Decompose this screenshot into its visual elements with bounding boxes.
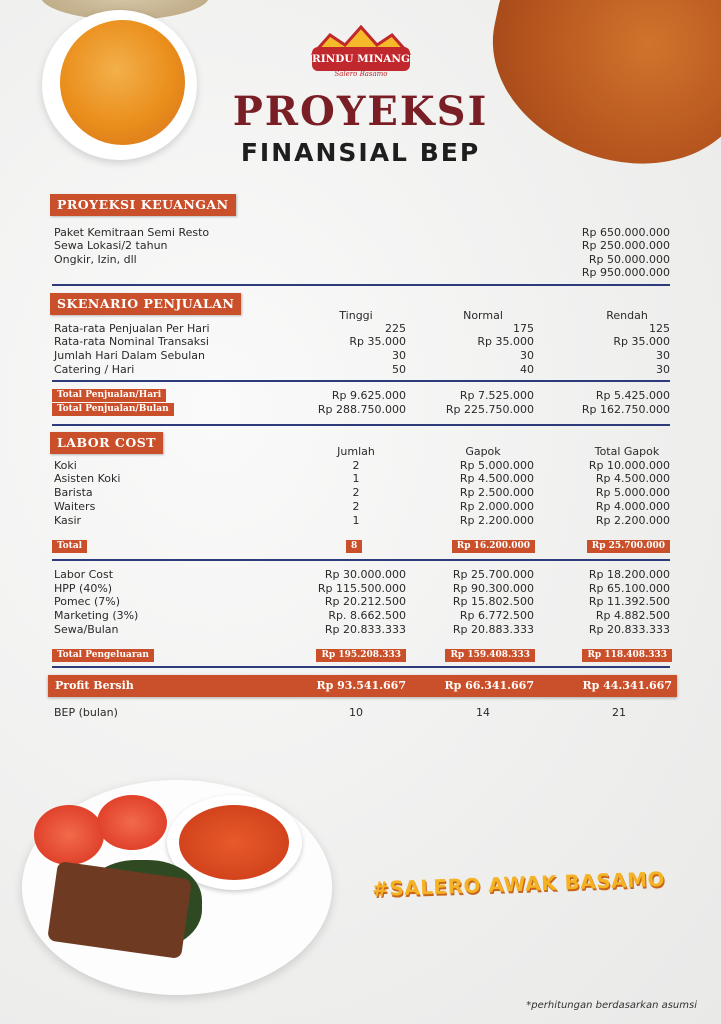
row-value: Rp 4.500.000 xyxy=(459,472,534,485)
row-label: Marketing (3%) xyxy=(54,609,139,622)
total-value-box: 8 xyxy=(346,540,362,553)
row-value: Rp 7.525.000 xyxy=(459,389,534,402)
row-value: 125 xyxy=(649,322,670,335)
divider xyxy=(52,666,670,668)
row-value: Rp 9.625.000 xyxy=(331,389,406,402)
bep-value: 14 xyxy=(476,706,490,719)
row-value: Rp 15.802.500 xyxy=(452,595,534,608)
divider xyxy=(52,424,670,426)
row-value: Rp 25.700.000 xyxy=(452,568,534,581)
row-label: Catering / Hari xyxy=(54,363,135,376)
section-header-labor-cost: LABOR COST xyxy=(50,432,163,454)
rendang-plate-image xyxy=(22,780,332,995)
row-value: Rp 35.000 xyxy=(477,335,534,348)
row-value: 175 xyxy=(513,322,534,335)
row-value: Rp 4.500.000 xyxy=(595,472,670,485)
row-value: 30 xyxy=(520,349,534,362)
row-value: Rp 35.000 xyxy=(613,335,670,348)
row-value: Rp 6.772.500 xyxy=(459,609,534,622)
row-value: Rp. 8.662.500 xyxy=(328,609,406,622)
total-value-box: Rp 118.408.333 xyxy=(582,649,672,662)
row-value: 2 xyxy=(352,486,360,499)
total-label-box: Total Pengeluaran xyxy=(52,649,154,662)
section-header-proyeksi-keuangan: PROYEKSI KEUANGAN xyxy=(50,194,236,216)
row-label: HPP (40%) xyxy=(54,582,113,595)
row-value: Rp 2.000.000 xyxy=(459,500,534,513)
bep-value: 10 xyxy=(349,706,363,719)
row-value: Rp 65.100.000 xyxy=(588,582,670,595)
row-label: Sewa Lokasi/2 tahun xyxy=(54,239,168,252)
row-label: Jumlah Hari Dalam Sebulan xyxy=(54,349,205,362)
row-value: 2 xyxy=(352,500,360,513)
row-value: Rp 162.750.000 xyxy=(581,403,670,416)
row-label: Waiters xyxy=(54,500,96,513)
row-value: 1 xyxy=(352,514,360,527)
row-value: 225 xyxy=(385,322,406,335)
profit-value: Rp 93.541.667 xyxy=(316,679,406,692)
row-value: Rp 18.200.000 xyxy=(588,568,670,581)
row-label: BEP (bulan) xyxy=(54,706,118,719)
row-value: Rp 5.425.000 xyxy=(595,389,670,402)
row-value: Rp 20.212.500 xyxy=(324,595,406,608)
logo-text: RINDU MINANG xyxy=(312,47,410,71)
row-label: Kasir xyxy=(54,514,82,527)
row-label: Sewa/Bulan xyxy=(54,623,119,636)
row-value: Rp 50.000.000 xyxy=(588,253,670,266)
row-label: Rata-rata Nominal Transaksi xyxy=(54,335,209,348)
row-value: 30 xyxy=(656,349,670,362)
column-header: Normal xyxy=(463,309,503,322)
row-value: Rp 115.500.000 xyxy=(317,582,406,595)
column-header: Gapok xyxy=(465,445,501,458)
profit-label: Profit Bersih xyxy=(55,679,134,692)
row-value: Rp 30.000.000 xyxy=(324,568,406,581)
row-value: Rp 5.000.000 xyxy=(459,459,534,472)
column-header: Rendah xyxy=(606,309,648,322)
total-label-box: Total Penjualan/Hari xyxy=(52,389,166,402)
row-value: Rp 5.000.000 xyxy=(595,486,670,499)
row-value: Rp 650.000.000 xyxy=(581,226,670,239)
row-value: Rp 20.883.333 xyxy=(452,623,534,636)
footnote: *perhitungan berdasarkan asumsi xyxy=(526,1000,697,1011)
page-title: PROYEKSI xyxy=(232,88,489,135)
row-value: Rp 950.000.000 xyxy=(581,266,670,279)
row-label: Rata-rata Penjualan Per Hari xyxy=(54,322,210,335)
column-header: Jumlah xyxy=(337,445,375,458)
row-value: Rp 11.392.500 xyxy=(588,595,670,608)
column-header: Total Gapok xyxy=(594,445,660,458)
row-label: Barista xyxy=(54,486,93,499)
total-value-box: Rp 25.700.000 xyxy=(587,540,670,553)
brand-logo xyxy=(310,25,412,83)
row-label: Pomec (7%) xyxy=(54,595,121,608)
row-value: Rp 2.200.000 xyxy=(595,514,670,527)
row-value: 50 xyxy=(392,363,406,376)
row-value: Rp 288.750.000 xyxy=(317,403,406,416)
row-value: 1 xyxy=(352,472,360,485)
row-value: Rp 20.833.333 xyxy=(324,623,406,636)
total-label-box: Total xyxy=(52,540,87,553)
column-header: Tinggi xyxy=(339,309,373,322)
profit-value: Rp 44.341.667 xyxy=(582,679,672,692)
row-value: Rp 2.500.000 xyxy=(459,486,534,499)
row-value: Rp 4.000.000 xyxy=(595,500,670,513)
profit-bar xyxy=(48,675,677,697)
total-label-box: Total Penjualan/Bulan xyxy=(52,403,174,416)
row-label: Paket Kemitraan Semi Resto xyxy=(54,226,210,239)
row-value: Rp 4.882.500 xyxy=(595,609,670,622)
row-value: 2 xyxy=(352,459,360,472)
divider xyxy=(52,559,670,561)
divider xyxy=(52,380,670,382)
row-value: Rp 35.000 xyxy=(349,335,406,348)
row-label: Ongkir, Izin, dll xyxy=(54,253,137,266)
row-label: Labor Cost xyxy=(54,568,114,581)
row-value: 30 xyxy=(656,363,670,376)
row-value: 30 xyxy=(392,349,406,362)
divider xyxy=(52,284,670,286)
total-value-box: Rp 159.408.333 xyxy=(445,649,535,662)
total-value-box: Rp 16.200.000 xyxy=(452,540,535,553)
profit-value: Rp 66.341.667 xyxy=(444,679,534,692)
row-value: Rp 90.300.000 xyxy=(452,582,534,595)
total-value-box: Rp 195.208.333 xyxy=(316,649,406,662)
row-label: Koki xyxy=(54,459,77,472)
row-value: Rp 2.200.000 xyxy=(459,514,534,527)
row-value: Rp 250.000.000 xyxy=(581,239,670,252)
row-label: Asisten Koki xyxy=(54,472,121,485)
row-value: Rp 10.000.000 xyxy=(588,459,670,472)
row-value: Rp 225.750.000 xyxy=(445,403,534,416)
logo-tagline: Salero Basamo xyxy=(334,70,388,78)
section-header-skenario-penjualan: SKENARIO PENJUALAN xyxy=(50,293,241,315)
row-value: 40 xyxy=(520,363,534,376)
slogan: #SALERO AWAK BASAMO xyxy=(371,866,666,902)
page-subtitle: FINANSIAL BEP xyxy=(240,138,481,167)
row-value: Rp 20.833.333 xyxy=(588,623,670,636)
bep-value: 21 xyxy=(612,706,626,719)
